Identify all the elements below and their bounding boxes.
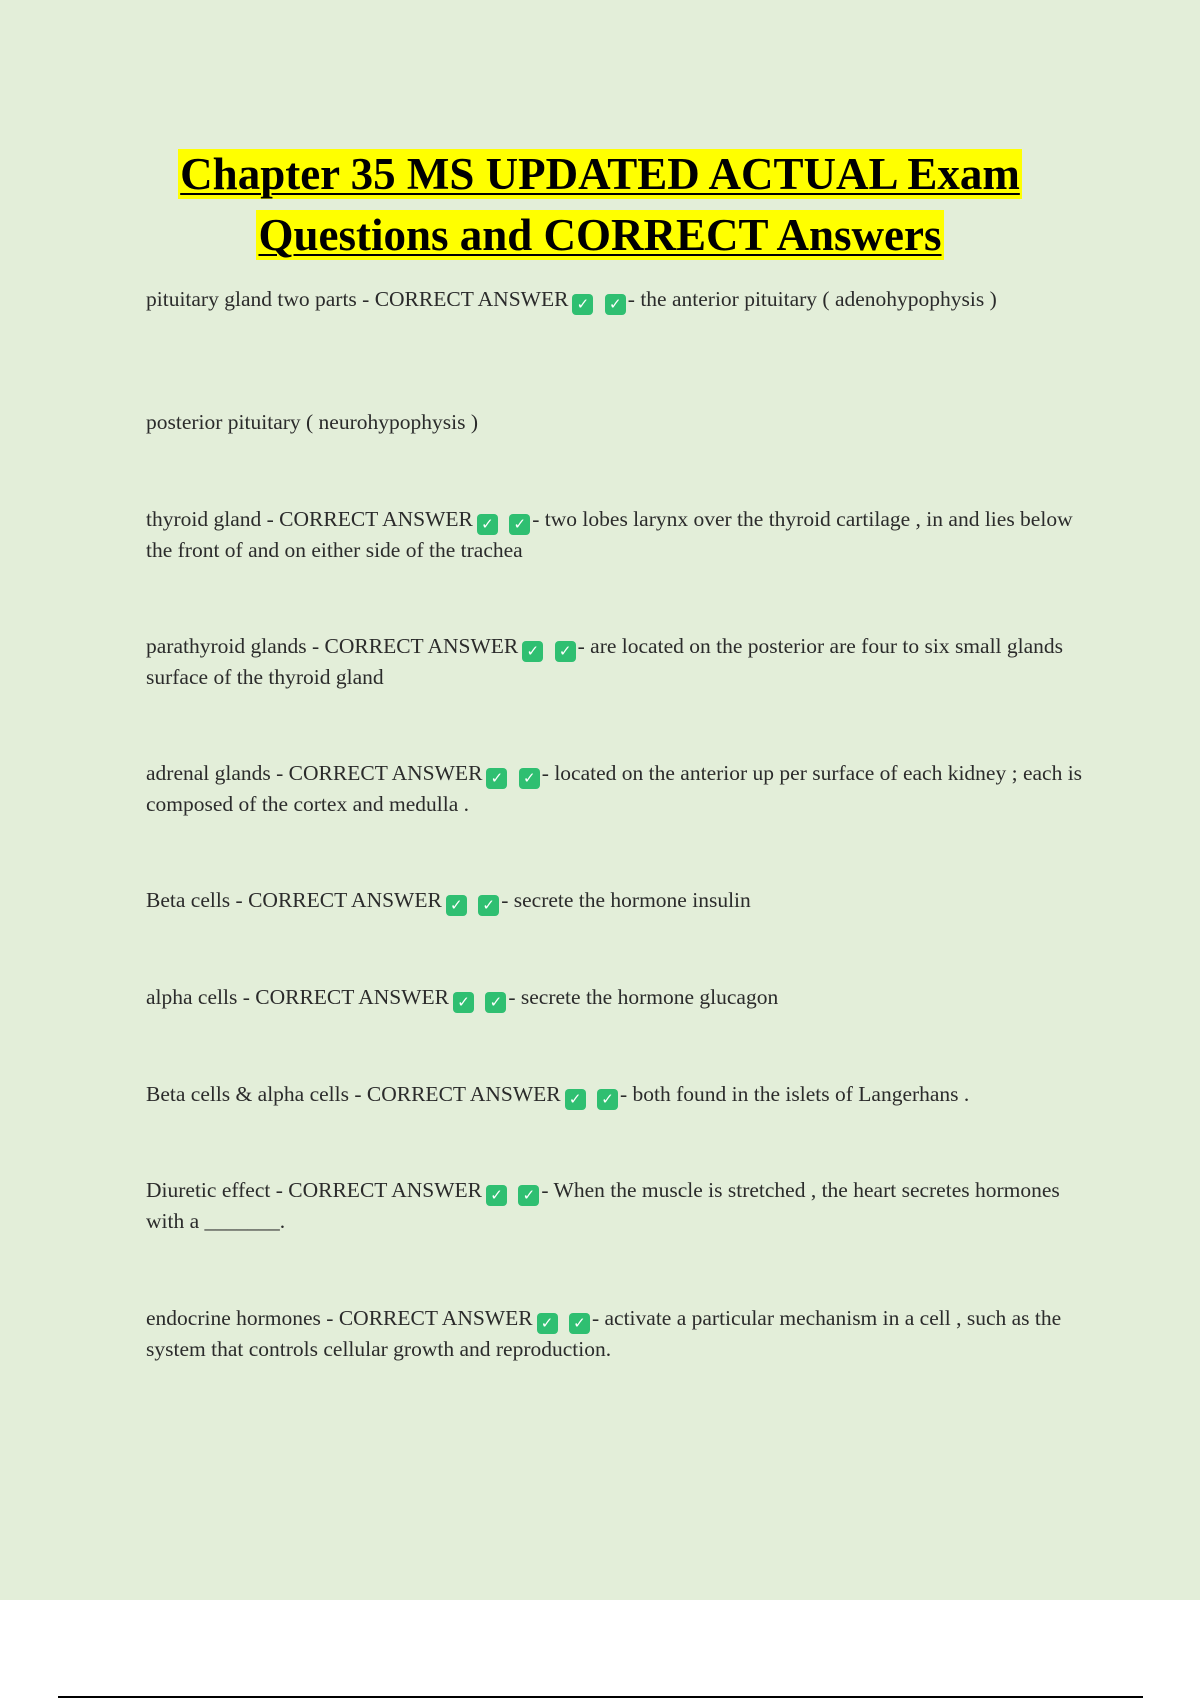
qa-entry-alpha-cells	[146, 982, 1091, 1013]
entry-term: Diuretic effect - CORRECT ANSWER	[146, 1178, 482, 1202]
entry-term: Beta cells - CORRECT ANSWER	[146, 888, 442, 912]
check-box-icon: ✓	[477, 514, 498, 535]
entry-answer: - are located on the posterior are four to six small glands surface of the thyroid gland	[146, 634, 1064, 689]
qa-entry-adrenal	[146, 758, 1091, 820]
document-title	[0, 144, 1200, 266]
check-box-icon: ✓	[537, 1313, 558, 1334]
check-box-icon: ✓	[605, 294, 626, 315]
qa-entry-pituitary	[146, 284, 1091, 315]
check-box-icon: ✓	[509, 514, 530, 535]
title-line-2: Questions and CORRECT Answers	[258, 210, 942, 260]
entry-text: posterior pituitary ( neurohypophysis )	[146, 410, 479, 434]
entry-answer: - When the muscle is stretched , the heart secretes hormones with a _______.	[146, 1178, 1060, 1233]
footer-divider	[58, 1696, 1143, 1698]
entry-answer: - two lobes larynx over the thyroid cartilage , in and lies below the front of and on either side of the trachea	[146, 507, 1073, 562]
check-box-icon: ✓	[486, 768, 507, 789]
entry-answer: - secrete the hormone glucagon	[508, 985, 779, 1009]
qa-entry-diuretic-effect	[146, 1175, 1091, 1237]
qa-entry-thyroid	[146, 504, 1091, 566]
check-box-icon: ✓	[478, 895, 499, 916]
check-box-icon: ✓	[555, 641, 576, 662]
entry-term: thyroid gland - CORRECT ANSWER	[146, 507, 473, 531]
check-box-icon: ✓	[565, 1089, 586, 1110]
qa-entry-beta-alpha-cells	[146, 1079, 1091, 1110]
check-box-icon: ✓	[572, 294, 593, 315]
qa-entry-beta-cells	[146, 885, 1091, 916]
entry-term: endocrine hormones - CORRECT ANSWER	[146, 1306, 533, 1330]
text-line-posterior-pituitary	[146, 407, 1091, 438]
check-box-icon: ✓	[519, 768, 540, 789]
check-box-icon: ✓	[522, 641, 543, 662]
qa-entry-parathyroid	[146, 631, 1091, 693]
qa-entry-endocrine-hormones	[146, 1303, 1091, 1365]
check-box-icon: ✓	[486, 1185, 507, 1206]
check-box-icon: ✓	[518, 1185, 539, 1206]
title-line-1: Chapter 35 MS UPDATED ACTUAL Exam	[180, 149, 1020, 199]
entry-answer: - activate a particular mechanism in a cell , such as the system that controls cellular growth and reproduction.	[146, 1306, 1062, 1361]
entry-term: Beta cells & alpha cells - CORRECT ANSWER	[146, 1082, 561, 1106]
entry-answer: - the anterior pituitary ( adenohypophysis )	[627, 287, 997, 311]
check-box-icon: ✓	[569, 1313, 590, 1334]
entry-term: alpha cells - CORRECT ANSWER	[146, 985, 449, 1009]
entry-answer: - secrete the hormone insulin	[501, 888, 751, 912]
entry-answer: - both found in the islets of Langerhans .	[620, 1082, 970, 1106]
entry-term: parathyroid glands - CORRECT ANSWER	[146, 634, 519, 658]
check-box-icon: ✓	[485, 992, 506, 1013]
entry-term: adrenal glands - CORRECT ANSWER	[146, 761, 483, 785]
check-box-icon: ✓	[597, 1089, 618, 1110]
entry-term: pituitary gland two parts - CORRECT ANSWER	[146, 287, 569, 311]
check-box-icon: ✓	[453, 992, 474, 1013]
entry-answer: - located on the anterior up per surface of each kidney ; each is composed of the cortex and medulla .	[146, 761, 1083, 816]
check-box-icon: ✓	[446, 895, 467, 916]
